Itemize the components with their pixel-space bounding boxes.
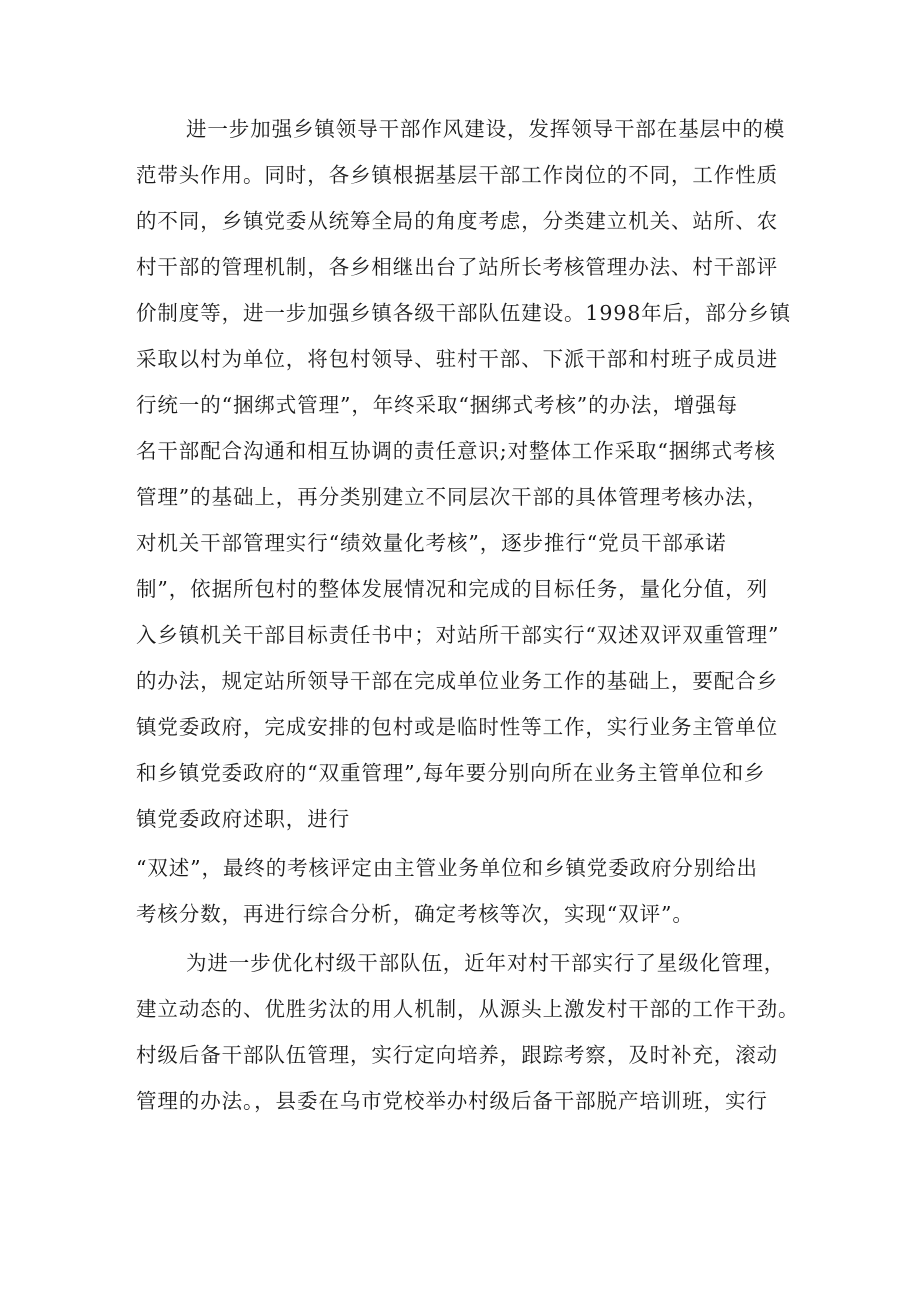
paragraph-line: 村级后备干部队伍管理，实行定向培养，跟踪考察，及时补充，滚动 [136,1043,778,1067]
paragraph-line: 镇党委政府述职，进行 [136,807,350,831]
paragraph-line: 入乡镇机关干部目标责任书中；对站所干部实行“双述双评双重管理” [136,623,780,647]
paragraph-line: 建立动态的、优胜劣汰的用人机制，从源头上激发村干部的工作干劲。 [136,997,800,1021]
paragraph-line: 对机关干部管理实行“绩效量化考核”，逐步推行“党员干部承诺 [136,531,727,555]
paragraph-line: 进一步加强乡镇领导干部作风建设，发挥领导干部在基层中的模 [186,117,786,141]
paragraph-line: 为进一步优化村级干部队伍，近年对村干部实行了星级化管理， [186,951,786,975]
paragraph-line: 的办法，规定站所领导干部在完成单位业务工作的基础上，要配合乡 [136,669,778,693]
paragraph-line: 的不同，乡镇党委从统筹全局的角度考虑，分类建立机关、站所、农 [136,209,778,233]
paragraph-line: 镇党委政府，完成安排的包村或是临时性等工作，实行业务主管单位 [136,715,778,739]
paragraph-line: 名干部配合沟通和相互协调的责任意识;对整体工作采取“捆绑式考核 [136,439,776,463]
paragraph-line: 范带头作用。同时，各乡镇根据基层干部工作岗位的不同，工作性质 [136,163,778,187]
paragraph-line: 制”，依据所包村的整体发展情况和完成的目标任务，量化分值，列 [136,577,768,601]
paragraph-line: 村干部的管理机制，各乡相继出台了站所长考核管理办法、村干部评 [136,255,778,279]
paragraph-line: 行统一的“捆绑式管理”，年终采取“捆绑式考核”的办法，增强每 [136,393,738,417]
paragraph-line: 和乡镇党委政府的“双重管理”,每年要分别向所在业务主管单位和乡 [136,761,766,785]
paragraph-line: “双述”，最终的考核评定由主管业务单位和乡镇党委政府分别给出 [136,856,758,880]
paragraph-line: 价制度等，进一步加强乡镇各级干部队伍建设。1998年后，部分乡镇 [136,301,791,325]
paragraph-line: 管理”的基础上，再分类别建立不同层次干部的具体管理考核办法， [136,485,768,509]
paragraph-line: 管理的办法。，县委在乌市党校举办村级后备干部脱产培训班，实行 [136,1089,768,1113]
paragraph-line: 考核分数，再进行综合分析，确定考核等次，实现“双评”。 [136,902,694,926]
paragraph-line: 采取以村为单位，将包村领导、驻村干部、下派干部和村班子成员进 [136,347,778,371]
